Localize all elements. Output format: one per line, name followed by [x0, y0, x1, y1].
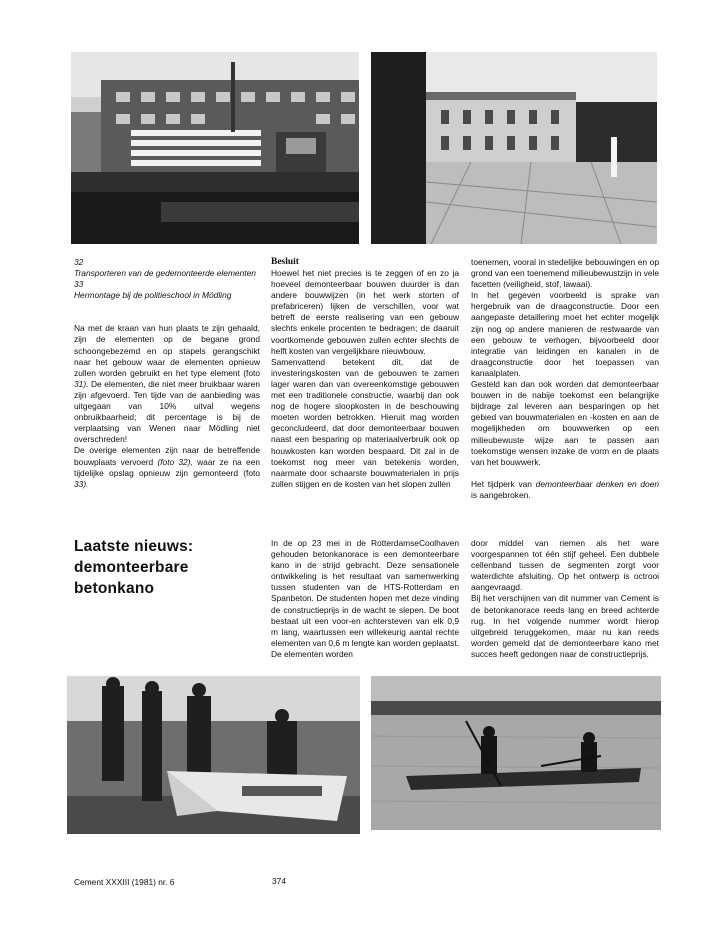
paragraph: In de op 23 mei in de RotterdamseCoolhaven gehouden betonkanorace is een demonteerbare kano in de strijd gebracht. Deze sensationele ontwikkeling is het resultaat van samenwerking tussen studenten van de HTS-Rotterdam en Spanbeton. De studenten hopen met deze vinding de constructieprijs in de wacht te slepen. De boot bestaat uit een voor-en achtersteven van elk 0,9 m lang, waartussen een willekeurig aantal rechte elementen van 0,6 m lengte kan worden geplaatst. De elementen worden: [271, 538, 459, 659]
canoe-race-photo: [371, 676, 661, 830]
news-column-right: [471, 538, 659, 660]
caption-32-text: Transporteren van de gedemonteerde elementen: [74, 268, 256, 279]
caption-33-text: Hermontage bij de politieschool in Mödling: [74, 290, 232, 301]
journal-reference: Cement XXXIII (1981) nr. 6: [74, 877, 175, 887]
plaza-building-photo: [371, 52, 657, 244]
paragraph: Hoewel het niet precies is te zeggen of en zo ja hoeveel demonteerbaar bouwen duurder is dan andere bouwwijzen (in het werk storten of prefabriceren) lijken de verschillen, voor wat betreft de eerste realisering van een gebouw slechts enkele procenten te bedragen; de daaruit voortkomende gebouwen zullen echter slechts de helft kosten van vergelijkbare nieuwbouw.: [271, 268, 459, 356]
paragraph: Bij het verschijnen van dit nummer van Cement is de betonkanorace reeds lang en breed achterde rug. In het volgende nummer wordt hierop uitgebreid teruggekomen, maar nu kan reeds worden gemeld dat de demonteerbare kano met succes heeft gedongen naar de constructieprijs.: [471, 593, 659, 659]
paragraph: De overige elementen zijn naar de betreffende bouwplaats vervoerd (foto 32), waar ze na een tijdelijke opslag opnieuw zijn gemonteerd (foto 33).: [74, 445, 261, 489]
news-heading: Laatste nieuws: demonteerbare betonkano: [74, 538, 194, 597]
news-column-middle: [271, 538, 459, 660]
paragraph: Samenvattend betekent dit, dat de investeringskosten van de gebouwen te zamen lager waren dan van overeenkomstige gebouwen met een traditionele constructie, waarbij dan ook nog de hogere sloopkosten in de beschouwing moeten worden betrokken. Hieruit mag worden geconcludeerd, dat door demonteerbaar bouwen naast een besparing op materiaalverbruik ook op houwkosten kan worden bespaard. Dit zal in de toekomst nog meer van betekenis worden, naarmate door schaarste bouwmaterialen in prijs zullen stijgen en de kosten van het slopen zullen: [271, 356, 459, 489]
paragraph: door middel van riemen als het ware voorgespannen tot één stijf geheel. Een dubbele cellenband tussen de segmenten zorgt voor waterdichte afsluiting. Op het ontwerp is octrooi aangevraagd.: [471, 538, 659, 593]
paragraph: toenemen, vooral in stedelijke bebouwingen en op grond van een toenemend milieubewustzijn in vele facetten (veiligheid, stof, lawaai).: [471, 257, 659, 290]
paragraph: Het tijdperk van demonteerbaar denken en doen is aangebroken.: [471, 478, 660, 500]
column-middle: [271, 256, 459, 490]
caption-32-number: 32: [74, 257, 84, 267]
paragraph: Gesteld kan dan ook worden dat demonteerbaar bouwen in de nabije toekomst een belangrijke bijdrage zal leveren aan besparingen op het gebied van bouwmaterialen en -kosten en aan de mogelijkheden om bouwwerken op een milieubewuste wijze aan te passen aan toekomstige wensen inzake de vorm en de plaats van het bouwwerk.: [471, 379, 659, 467]
construction-site-photo: [71, 52, 359, 244]
caption-33-number: 33: [74, 279, 84, 290]
column-left: [74, 257, 260, 490]
canoe-construction-photo: [67, 676, 360, 834]
column-right: [471, 257, 659, 501]
paragraph: Na met de kraan van hun plaats te zijn gehaald, zijn de elementen op de begane grond schoongebezemd en op stapels gerangschikt naar het gebouw waar de elementen opnieuw zullen worden gebruikt en het type element (foto 31). De elementen, die niet meer bruikbaar waren zijn afgevoerd. Ten tijde van de aanbieding was uitgegaan van 10% uitval wegens onbruikbaarheid; dit percentage is bij de verplaatsing van Wenen naar Mödling niet overschreden!: [74, 323, 260, 445]
page-number: 374: [272, 876, 286, 886]
section-heading: Besluit: [271, 257, 299, 267]
paragraph: In het gegeven voorbeeld is sprake van hergebruik van de draagconstructie. Door een aangepaste detaillering moet het echter mogelijk zijn nog op andere manieren de restwaarde van een gebouw te verhogen, bijvoorbeeld door integratie van leidingen en kanalen in de draagconstructie door het toepassen van kanaalplaten.: [471, 290, 659, 378]
